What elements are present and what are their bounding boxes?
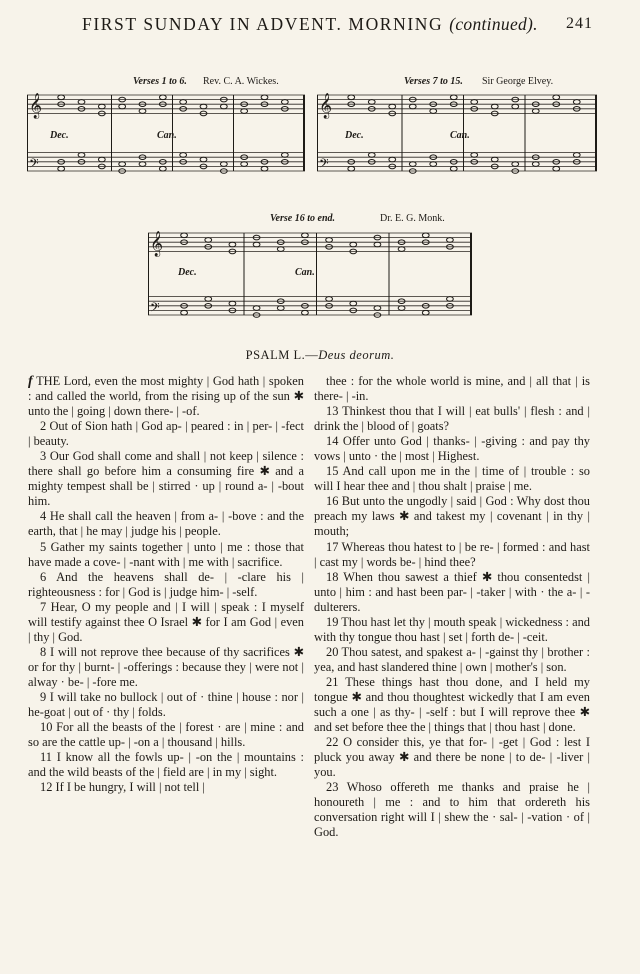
note-head	[229, 242, 236, 247]
chant-1-can-label: Can.	[157, 130, 177, 141]
note-head	[430, 109, 437, 114]
verse-6: 6 And the heavens shall de- | -clare his | righteousness : for | God is | judge him- | -self.	[28, 569, 304, 599]
note-head	[261, 95, 268, 100]
note-head	[447, 238, 454, 243]
page-title: FIRST SUNDAY IN ADVENT. MORNING (continued).	[82, 14, 538, 34]
note-head	[180, 100, 187, 105]
chant-2-verses: Verses 7 to 15.	[404, 76, 463, 87]
note-head	[471, 100, 478, 105]
note-head	[302, 310, 309, 315]
verse-20: 20 Thou satest, and spakest a- | -gainst thy | brother : yea, and hast slandered thine | own | mother's | son.	[314, 644, 590, 674]
verse-2: 2 Out of Sion hath | God ap- | peared : in | per- | -fect | beauty.	[28, 419, 304, 449]
verse-13: 13 Thinkest thou that I will | eat bulls' | flesh : and | drink the | blood of | goats?	[314, 404, 590, 434]
note-head	[326, 297, 333, 302]
note-head	[326, 238, 333, 243]
note-head	[119, 104, 126, 109]
note-head	[159, 166, 166, 171]
note-head	[200, 104, 207, 109]
bass-clef-icon: 𝄢	[29, 156, 39, 174]
note-head	[512, 104, 519, 109]
note-head	[220, 104, 227, 109]
note-head	[491, 104, 498, 109]
note-head	[98, 157, 105, 162]
chant-2-dec-label: Dec.	[345, 130, 364, 141]
verse-12-continued: thee : for the whole world is mine, and | all that | is there- | -in.	[314, 374, 590, 404]
verse-14: 14 Offer unto God | thanks- | -giving : and pay thy vows | unto · the | most | Highest.	[314, 434, 590, 464]
note-head	[573, 100, 580, 105]
verse-8: 8 I will not reprove thee because of thy sacrifices ✱ or for thy | burnt- | -offerings : because they | were not | alway · be- | -fore me.	[28, 644, 304, 689]
note-head	[58, 95, 65, 100]
verse-11: 11 I know all the fowls up- | -on the | mountains : and the wild beasts of the | field are | in my | sight.	[28, 750, 304, 780]
note-head	[422, 233, 429, 238]
verse-19: 19 Thou hast let thy | mouth speak | wickedness : and with thy tongue thou hast | set | forth de- | -ceit.	[314, 614, 590, 644]
note-head	[180, 153, 187, 158]
verse-9: 9 I will take no bullock | out of · thine | house : nor | he-goat | out of · thy | folds.	[28, 689, 304, 720]
note-head	[229, 301, 236, 306]
note-head	[532, 109, 539, 114]
note-head	[253, 242, 260, 247]
note-head	[471, 153, 478, 158]
verse-23: 23 Whoso offereth me thanks and praise he | honoureth | me : and to him that ordereth his conversation right will I | shew the · sal- | -vation · of | God.	[314, 780, 590, 840]
note-head	[181, 310, 188, 315]
note-head	[119, 162, 126, 167]
note-head	[350, 301, 357, 306]
note-head	[277, 306, 284, 311]
note-head	[368, 100, 375, 105]
note-head	[512, 162, 519, 167]
verse-5: 5 Gather my saints together | unto | me : those that have made a cove- | -nant with | me with | sacrifice.	[28, 539, 304, 569]
note-head	[253, 306, 260, 311]
drop-cap: f	[28, 374, 33, 389]
note-head	[398, 247, 405, 252]
chant-1-verses: Verses 1 to 6.	[133, 76, 187, 87]
note-head	[409, 162, 416, 167]
note-head	[409, 104, 416, 109]
note-head	[220, 162, 227, 167]
note-head	[389, 104, 396, 109]
verse-17: 17 Whereas thou hatest to | be re- | formed : and hast | cast my | words be- | hind thee?	[314, 539, 590, 569]
note-head	[159, 95, 166, 100]
note-head	[302, 233, 309, 238]
verse-15: 15 And call upon me in the | time of | trouble : so will I hear thee and | thou shalt | praise | me.	[314, 464, 590, 494]
note-head	[78, 100, 85, 105]
note-head	[348, 166, 355, 171]
note-head	[532, 162, 539, 167]
page-number: 241	[566, 15, 593, 32]
note-head	[281, 153, 288, 158]
note-head	[450, 166, 457, 171]
note-head	[277, 247, 284, 252]
treble-clef-icon: 𝄞	[319, 93, 333, 119]
verse-10: 10 For all the beasts of the | forest · are | mine : and so are the cattle up- | -on a | thousand | hills.	[28, 720, 304, 750]
note-head	[422, 310, 429, 315]
note-head	[241, 109, 248, 114]
chant-1-composer: Rev. C. A. Wickes.	[203, 76, 279, 87]
verse-3: 3 Our God shall come and shall | not keep | silence : there shall go before him a consuming fire ✱ and a mighty tempest shall be | stirred · up | round a- | -bout him.	[28, 449, 304, 509]
chant-3-composer: Dr. E. G. Monk.	[380, 213, 445, 224]
note-head	[573, 153, 580, 158]
verse-21: 21 These things hast thou done, and I held my tongue ✱ and thou thoughtest wickedly that I am even such a one | as thy- | -self : but I will reprove thee ✱ and set before thee the | things that | thou hast | done.	[314, 674, 590, 735]
verse-12: 12 If I be hungry, I will | not tell |	[40, 780, 205, 795]
chant-3-can-label: Can.	[295, 267, 315, 278]
note-head	[181, 233, 188, 238]
note-head	[139, 109, 146, 114]
note-head	[98, 104, 105, 109]
chant-3-dec-label: Dec.	[178, 267, 197, 278]
note-head	[205, 297, 212, 302]
note-head	[389, 157, 396, 162]
note-head	[350, 242, 357, 247]
verse-18: 18 When thou sawest a thief ✱ thou consentedst | unto | him : and hast been par- | -taker | with · the a- | -dulterers.	[314, 569, 590, 614]
left-column	[28, 374, 304, 795]
note-head	[241, 162, 248, 167]
note-head	[261, 166, 268, 171]
chant-3-verses: Verse 16 to end.	[270, 213, 335, 224]
bass-clef-icon: 𝄢	[150, 300, 160, 318]
note-head	[430, 162, 437, 167]
note-head	[553, 95, 560, 100]
verse-1: f THE Lord, even the most mighty | God hath | spoken : and called the world, from the rising up of the sun ✱ unto the | going | down there- | -of.	[28, 374, 305, 419]
note-head	[200, 157, 207, 162]
treble-clef-icon: 𝄞	[150, 231, 164, 257]
verse-7: 7 Hear, O my people and | I will | speak : I myself will testify against thee O Israel ✱ for I am God | even | thy | God.	[28, 599, 304, 644]
note-head	[450, 95, 457, 100]
note-head	[374, 242, 381, 247]
note-head	[281, 100, 288, 105]
note-head	[205, 238, 212, 243]
page-header	[0, 14, 640, 40]
note-head	[78, 153, 85, 158]
chant-1-dec-label: Dec.	[50, 130, 69, 141]
verse-22: 22 O consider this, ye that for- | -get | God : lest I pluck you away ✱ and there be none | to de- | -liver | you.	[314, 735, 590, 780]
chant-2-composer: Sir George Elvey.	[482, 76, 554, 87]
treble-clef-icon: 𝄞	[29, 93, 43, 119]
right-column	[314, 374, 590, 840]
note-head	[58, 166, 65, 171]
note-head	[447, 297, 454, 302]
note-head	[348, 95, 355, 100]
verse-4: 4 He shall call the heaven | from a- | -bove : and the earth, that | he may | judge his | people.	[28, 509, 304, 539]
psalm-subtitle: Deus deorum.	[318, 348, 395, 362]
note-head	[553, 166, 560, 171]
note-head	[368, 153, 375, 158]
note-head	[374, 306, 381, 311]
note-head	[139, 162, 146, 167]
psalm-title: PSALM L.—	[245, 348, 319, 362]
note-head	[491, 157, 498, 162]
psalm-heading	[0, 348, 640, 363]
verse-16: 16 But unto the ungodly | said | God : Why dost thou preach my laws ✱ and takest my | covenant | in thy | mouth;	[314, 494, 590, 539]
bass-clef-icon: 𝄢	[319, 156, 329, 174]
note-head	[398, 306, 405, 311]
chant-2-can-label: Can.	[450, 130, 470, 141]
